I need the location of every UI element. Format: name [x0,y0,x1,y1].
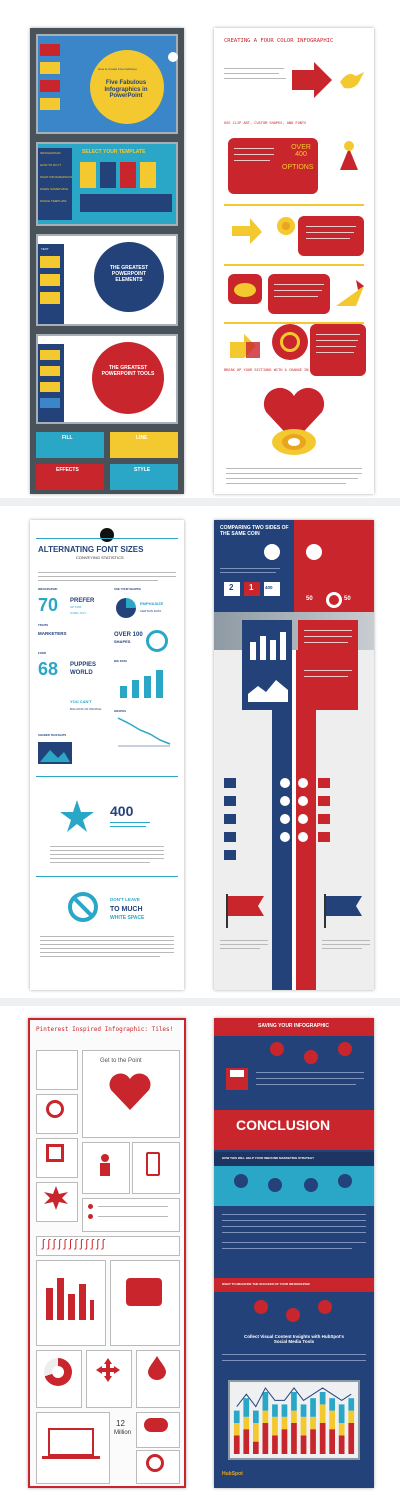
panel5-title: Pinterest Inspired Infographic: Tiles! [36,1026,174,1033]
word-over-100: OVER 100 [114,632,143,638]
ring-icon [326,592,342,608]
red-card-1 [298,216,364,256]
person-right-icon [306,544,322,560]
word-world: WORLD [70,670,93,676]
dashboard-bar-2-9 [310,1417,316,1429]
square-icon [46,1144,64,1162]
side-item-3: WHAT INFOGRAPHICS [40,175,73,179]
chat-icon [126,1278,162,1306]
panel5-big-num: 12 [116,1419,125,1428]
panel2-footer-title: BREAK UP YOUR SECTIONS WITH A CHANGE IN STYLE [224,368,322,372]
dashboard-bar-2-11 [329,1411,335,1430]
pie-accent [168,52,178,62]
dashboard-bar-1-4 [263,1423,269,1454]
tile-list [82,1198,180,1232]
dashboard-bar-1-11 [329,1429,335,1454]
stat-400: 400 [110,803,134,819]
left-num-3: 400 [265,585,273,590]
btn-text: TEXT [41,247,49,251]
word-up-for: UP FOR [70,605,82,609]
panel5-point: Get to the Point [100,1058,142,1064]
right-label-1: 50 [306,596,313,602]
header-infographic: INFOGRAPHIC [38,587,58,591]
side-item-5: WHICH TEMPLATE [40,199,67,203]
dashboard-bar-1-12 [339,1435,345,1454]
burst-icon [44,1186,68,1210]
dashboard-bar-2-6 [282,1417,288,1429]
dont-leave: DON'T LEAVE [110,897,140,902]
triangle-icon [336,280,364,306]
left-num-2: 1 [249,583,254,592]
dashboard-bar-2-4 [263,1411,269,1423]
dashboard-bar-2-3 [253,1423,259,1442]
dashboard-bar-1-5 [272,1435,278,1454]
options-word: OPTIONS [282,164,314,171]
dashboard-bar-3-13 [348,1398,354,1410]
move-icon [96,1358,120,1382]
side-item-2: HOW TO DO IT [40,163,62,167]
arrow-up-icon [230,328,260,358]
dot-icon [100,528,114,542]
title-top: How to Create Five Fabulous [98,67,137,71]
area-icon [248,676,288,702]
dashboard-bar-3-3 [253,1411,259,1423]
dashboard-bar-1-13 [348,1423,354,1454]
flag-red-icon [226,894,266,928]
left-num-1: 2 [229,583,234,592]
dashboard-bar-3-9 [310,1398,316,1417]
dashboard-bar-2-13 [348,1411,354,1423]
figure-icon [336,140,362,170]
thumb-four-color-infographic[interactable] [214,28,374,494]
word-over-july: OVER JULY [70,611,87,615]
dashboard-bar-2-5 [272,1417,278,1436]
dashboard-bar-3-5 [272,1404,278,1416]
dashboard-bar-1-9 [310,1429,316,1454]
thumb-alternating-font-sizes[interactable] [30,520,184,990]
side-item-4: WHEN SOMETHING [40,187,69,191]
bird-icon [338,68,366,90]
tile-small-1 [36,1050,78,1090]
options-number: OVER 400 [291,144,311,158]
title-slide-left-bars [40,44,60,56]
hooks-glyphs: ʃʃʃʃʃʃʃʃʃʃʃʃ [42,1238,108,1250]
dashboard-bar-1-10 [320,1423,326,1454]
dashboard-bar-1-2 [243,1429,249,1454]
fill-label: FILL [62,435,73,441]
header-traits: TRAITS [38,623,49,627]
bar-chart-graphic [118,668,168,698]
cloud-icon [232,280,258,298]
tools-circle [92,342,164,414]
dashboard-bar-2-8 [301,1417,307,1436]
clock-icon [146,1454,164,1472]
star-shape-icon [232,214,262,244]
dashboard-bar-2-10 [320,1404,326,1423]
heart-icon [108,1072,152,1112]
dashboard-bar-1-3 [253,1442,259,1454]
pie-icon [116,598,136,618]
word-marketers: MARKETERS [38,631,67,636]
white-space: WHITE SPACE [110,915,145,921]
word-you-cant: YOU CAN'T [70,699,92,704]
dashboard-bar-2-12 [339,1423,345,1435]
row-divider-1 [0,498,400,506]
side-item-1: INFOGRAPHIC [40,151,61,155]
header-big-data: BIG DATA [114,659,128,663]
thumb-conclusion[interactable] [214,1018,374,1488]
dashboard-bar-3-11 [329,1398,335,1410]
bar-chart-graphic [44,1278,94,1320]
panel5-big-word: Million [114,1430,132,1436]
dashboard-bar-1-7 [291,1423,297,1454]
thumb-five-fabulous-infographics[interactable] [30,28,184,494]
thumb-comparing-two-sides[interactable] [214,520,374,990]
header-shaded: SHADED THOUGHTS [38,733,67,737]
too-much: TO MUCH [110,906,143,913]
thumb-pinterest-tiles[interactable] [28,1018,186,1488]
no-icon [46,1100,64,1118]
template-banner: SELECT YOUR TEMPLATE [82,149,146,155]
phone-icon [146,1152,160,1176]
panel6-collect: Collect Visual Content Insights with HubSpot's Social Media Tools [244,1334,344,1345]
panel2-subtitle: USE CLIP ART, CUSTOM SHAPES, AND FONTS [224,121,307,125]
dashboard-bar-1-8 [301,1435,307,1454]
panel6-banner: SAVING YOUR INFOGRAPHIC [258,1023,329,1029]
flag-navy-icon [324,894,364,928]
tools-title: THE GREATEST POWERPOINT TOOLS [101,365,155,377]
drop-icon [148,1356,166,1380]
header-shapes: USE YOUR SHAPES [114,587,141,591]
dashboard-bar-3-10 [320,1392,326,1404]
text-box-right [298,620,358,710]
hubspot-logo: HubSpot [222,1471,243,1477]
style-label: STYLE [134,467,151,473]
dashboard-bar-1-6 [282,1429,288,1454]
row-divider-2 [0,998,400,1006]
dashboard-bar-chart [232,1388,356,1454]
bars-icon [248,630,288,660]
star-icon [60,800,94,832]
dashboard-bar-3-6 [282,1404,288,1416]
dashboard-bar-3-8 [301,1404,307,1416]
dashboard-bar-3-2 [243,1398,249,1417]
panel6-conclusion: CONCLUSION [236,1117,331,1133]
word-emphasize: EMPHASIZE [140,601,164,606]
mountains-icon [40,748,70,762]
title-main: Five Fabulous Infographics in PowerPoint [104,80,148,100]
dashboard-bar-3-1 [234,1411,240,1423]
dashboard-bar-2-7 [291,1411,297,1423]
right-label-2: 50 [344,596,351,602]
panel6-strategy: HOW THIS WILL HELP YOUR INBOUND MARKETING STRATEGY [222,1156,315,1160]
line-chart-graphic [118,716,170,746]
flower-icon [270,426,318,458]
panel2-title: CREATING A FOUR COLOR INFOGRAPHIC [224,38,334,44]
header-food: FOOD [38,651,47,655]
arrow-right-icon [292,62,332,98]
red-card-3 [268,274,330,314]
word-shapes: SHAPES [114,639,131,644]
laptop-icon [48,1428,94,1456]
panel4-title: COMPARING TWO SIDES OF THE SAME COIN [220,525,289,537]
dashboard-bar-3-4 [263,1392,269,1411]
elements-title: THE GREATEST POWERPOINT ELEMENTS [109,265,149,283]
effects-label: EFFECTS [56,467,79,473]
word-certain-data: CERTAIN DATA [140,609,162,613]
line-label: LINE [136,435,148,441]
word-billions: BILLIONS OF PEOPLE [70,707,102,711]
panel6-measure: WHAT TO MEASURE THE SUCCESS OF YOUR INFOGRAPHIC [222,1282,311,1286]
word-prefer: PREFER [70,598,95,604]
person-icon [98,1154,112,1176]
person-left-icon [264,544,280,560]
dashboard-bar-1-1 [234,1435,240,1454]
dashboard-bar-3-7 [291,1392,297,1411]
stat-68: 68 [38,659,59,679]
cloud-icon [144,1418,168,1432]
stat-70: 70 [38,595,59,615]
dashboard-bar-3-12 [339,1404,345,1423]
sun-icon [274,214,298,238]
panel3-subtitle: CONVEYING STATISTICS [76,555,124,560]
panel3-title: ALTERNATING FONT SIZES [38,545,144,554]
header-graphs: GRAPHS [114,709,126,713]
dashboard-bar-2-1 [234,1423,240,1435]
target-icon [146,630,168,652]
dashboard-bar-2-2 [243,1417,249,1429]
word-puppies: PUPPIES [70,662,97,668]
